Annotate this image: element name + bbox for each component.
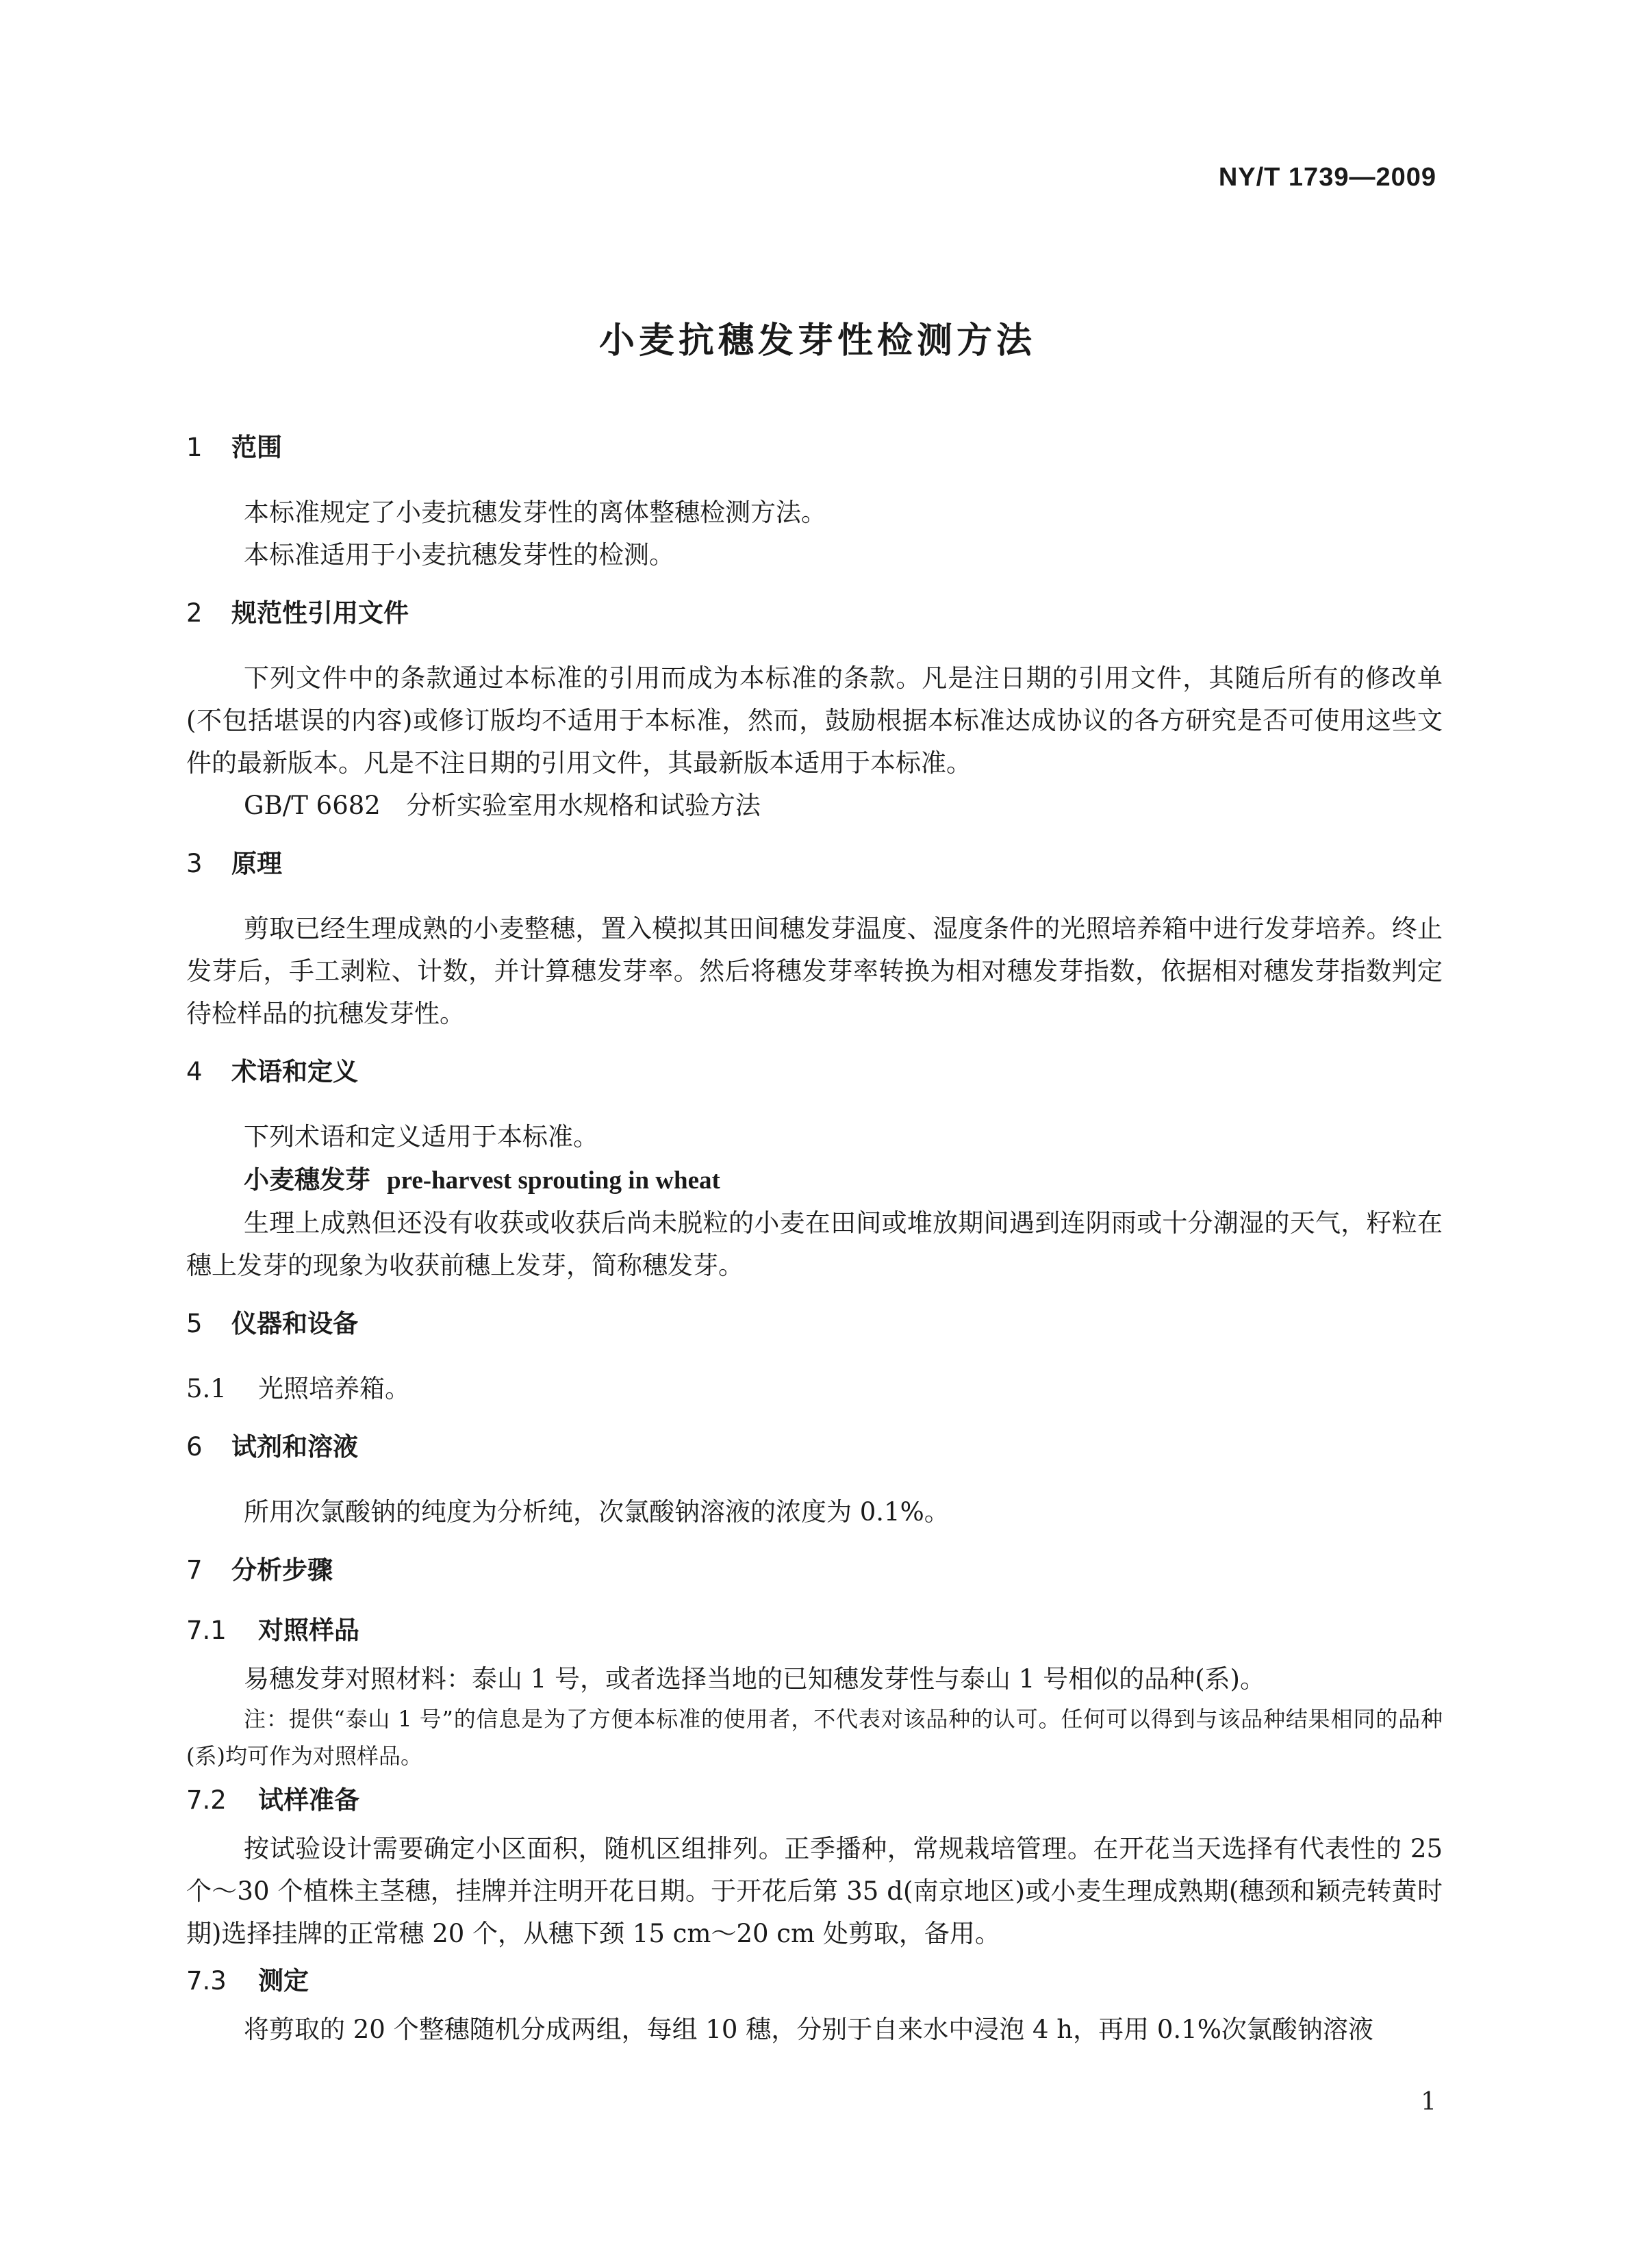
paragraph: 本标准适用于小麦抗穗发芽性的检测。 xyxy=(244,540,674,570)
term-chinese: 小麦穗发芽 xyxy=(244,1164,370,1195)
section-normative-references xyxy=(186,597,1443,827)
reference-entry: GB/T 6682 分析实验室用水规格和试验方法 xyxy=(244,791,761,820)
paragraph: 剪取已经生理成熟的小麦整穗，置入模拟其田间穗发芽温度、湿度条件的光照培养箱中进行发芽培养。终止发芽后，手工剥粒、计数，并计算穗发芽率。然后将穗发芽率转换为相对穗发芽指数，依据相对穗发芽指数判定待检样品的抗穗发芽性。 xyxy=(186,914,1443,1028)
paragraph: 本标准规定了小麦抗穗发芽性的离体整穗检测方法。 xyxy=(244,498,826,527)
section-heading xyxy=(186,1308,1443,1340)
term-entry xyxy=(186,1158,1443,1202)
paragraph: 下列术语和定义适用于本标准。 xyxy=(244,1122,598,1151)
subsection-title: 测定 xyxy=(258,1966,309,1996)
section-title: 仪器和设备 xyxy=(231,1309,358,1338)
section-number: 4 xyxy=(186,1057,203,1086)
section-heading xyxy=(186,1431,1443,1464)
subclause-number: 5.1 xyxy=(186,1374,227,1403)
note: 注：提供“泰山 1 号”的信息是为了方便本标准的使用者，不代表对该品种的认可。任何可以得到与该品种结果相同的品种(系)均可作为对照样品。 xyxy=(186,1706,1443,1769)
subclause xyxy=(186,1368,1443,1410)
section-apparatus xyxy=(186,1308,1443,1410)
section-title: 术语和定义 xyxy=(231,1057,358,1086)
section-title: 试剂和溶液 xyxy=(231,1432,358,1462)
subsection-heading xyxy=(186,1614,1443,1647)
section-heading xyxy=(186,848,1443,880)
subclause-text: 光照培养箱。 xyxy=(258,1374,410,1403)
subsection-control-sample xyxy=(186,1614,1443,1774)
section-heading xyxy=(186,431,1443,464)
section-title: 规范性引用文件 xyxy=(231,598,409,628)
section-title: 原理 xyxy=(231,849,282,878)
subsection-title: 试样准备 xyxy=(258,1785,359,1815)
paragraph: 所用次氯酸钠的纯度为分析纯，次氯酸钠溶液的浓度为 0.1%。 xyxy=(244,1497,950,1527)
subsection-heading xyxy=(186,1965,1443,1998)
paragraph: 易穗发芽对照材料：泰山 1 号，或者选择当地的已知穗发芽性与泰山 1 号相似的品种(系)。 xyxy=(244,1664,1265,1694)
paragraph: 下列文件中的条款通过本标准的引用而成为本标准的条款。凡是注日期的引用文件，其随后所有的修改单(不包括堪误的内容)或修订版均不适用于本标准，然而，鼓励根据本标准达成协议的各方研究是否可使用这些文件的最新版本。凡是不注日期的引用文件，其最新版本适用于本标准。 xyxy=(186,663,1443,778)
section-number: 2 xyxy=(186,598,203,628)
section-heading xyxy=(186,1056,1443,1088)
standard-code: NY/T 1739—2009 xyxy=(1218,163,1436,192)
subsection-sample-preparation xyxy=(186,1784,1443,1955)
subsection-number: 7.2 xyxy=(186,1785,227,1815)
section-number: 3 xyxy=(186,849,203,878)
section-title: 范围 xyxy=(231,433,282,462)
subsection-number: 7.1 xyxy=(186,1616,227,1645)
subsection-heading xyxy=(186,1784,1443,1817)
document-body xyxy=(186,431,1443,2051)
section-reagents xyxy=(186,1431,1443,1533)
subsection-title: 对照样品 xyxy=(258,1616,359,1645)
section-heading xyxy=(186,1554,1443,1587)
subsection-determination xyxy=(186,1965,1443,2051)
section-procedure xyxy=(186,1554,1443,2051)
section-number: 6 xyxy=(186,1432,203,1462)
section-number: 5 xyxy=(186,1309,203,1338)
page-number: 1 xyxy=(1421,2088,1436,2116)
section-heading xyxy=(186,597,1443,630)
section-number: 1 xyxy=(186,433,203,462)
subsection-number: 7.3 xyxy=(186,1966,227,1996)
paragraph: 按试验设计需要确定小区面积，随机区组排列。正季播种，常规栽培管理。在开花当天选择有代表性的 25 个～30 个植株主茎穗，挂牌并注明开花日期。于开花后第 35 d(南京地区)或小麦生理成熟期(穗颈和颖壳转黄时期)选择挂牌的正常穗 20 个，从穗下颈 15 cm～20 cm 处剪取，备用。 xyxy=(186,1834,1443,1948)
section-number: 7 xyxy=(186,1555,203,1585)
term-english: pre-harvest sprouting in wheat xyxy=(387,1167,720,1195)
section-terms-definitions xyxy=(186,1056,1443,1287)
document-title: 小麦抗穗发芽性检测方法 xyxy=(598,320,1036,361)
paragraph: 将剪取的 20 个整穗随机分成两组，每组 10 穗，分别于自来水中浸泡 4 h，再用 0.1%次氯酸钠溶液 xyxy=(244,2015,1373,2044)
section-principle xyxy=(186,848,1443,1035)
section-title: 分析步骤 xyxy=(231,1555,333,1585)
term-definition: 生理上成熟但还没有收获或收获后尚未脱粒的小麦在田间或堆放期间遇到连阴雨或十分潮湿的天气，籽粒在穗上发芽的现象为收获前穗上发芽，简称穗发芽。 xyxy=(186,1208,1443,1280)
section-scope xyxy=(186,431,1443,576)
